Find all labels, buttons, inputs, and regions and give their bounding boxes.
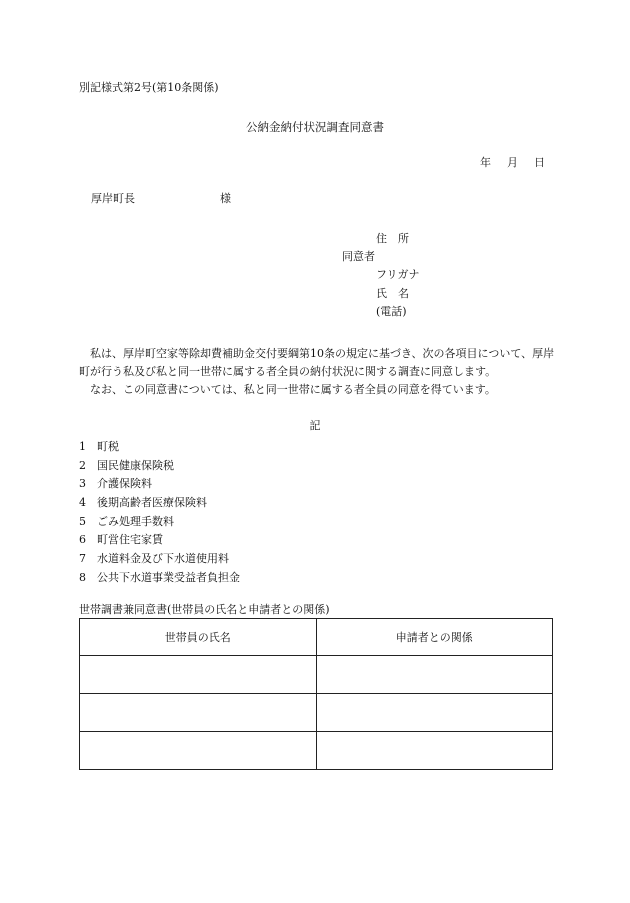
item-number: 4 xyxy=(79,496,86,510)
relationship-cell[interactable] xyxy=(316,656,553,694)
addressee-name: 厚岸町長 xyxy=(91,192,135,205)
table-row xyxy=(80,656,553,694)
list-item xyxy=(79,494,240,513)
list-item xyxy=(79,513,240,532)
addressee-honorific: 様 xyxy=(220,192,231,205)
address-label: 住 所 xyxy=(376,232,409,245)
ki-heading: 記 xyxy=(309,419,321,432)
household-table xyxy=(79,618,553,770)
member-name-cell[interactable] xyxy=(80,656,317,694)
header-relationship: 申請者との関係 xyxy=(316,619,553,656)
member-name-cell[interactable] xyxy=(80,694,317,732)
list-item xyxy=(79,569,240,588)
item-label: 公共下水道事業受益者負担金 xyxy=(97,570,240,584)
list-item xyxy=(79,457,240,476)
date-day-label: 日 xyxy=(534,156,545,169)
item-number: 7 xyxy=(79,552,86,566)
list-item xyxy=(79,438,240,457)
list-item xyxy=(79,475,240,494)
name-label: 氏 名 xyxy=(376,287,409,300)
list-item xyxy=(79,531,240,550)
phone-label: (電話) xyxy=(376,305,407,318)
consent-body xyxy=(79,345,559,399)
member-name-cell[interactable] xyxy=(80,732,317,770)
item-list xyxy=(79,438,240,588)
table-header-row xyxy=(80,619,553,656)
consent-paragraph-2: なお、この同意書については、私と同一世帯に属する者全員の同意を得ています。 xyxy=(90,383,496,396)
date-year-label: 年 xyxy=(480,156,491,169)
table-row xyxy=(80,732,553,770)
item-label: 介護保険料 xyxy=(97,477,152,491)
item-number: 1 xyxy=(79,440,86,453)
relationship-cell[interactable] xyxy=(316,694,553,732)
household-table-caption: 世帯調書兼同意書(世帯員の氏名と申請者との関係) xyxy=(79,603,330,616)
item-number: 8 xyxy=(79,570,86,584)
document-title: 公納金納付状況調査同意書 xyxy=(246,120,384,134)
item-number: 5 xyxy=(79,514,86,528)
item-label: 後期高齢者医療保険料 xyxy=(97,496,207,510)
consent-paragraph-1: 私は、厚岸町空家等除却費補助金交付要綱第10条の規定に基づき、次の各項目について、厚岸町が行う私及び私と同一世帯に属する者全員の納付状況に関する調査に同意します。 xyxy=(79,347,555,378)
item-label: 町税 xyxy=(97,440,119,453)
consenter-label: 同意者 xyxy=(342,250,375,263)
table-row xyxy=(80,694,553,732)
item-label: 町営住宅家賃 xyxy=(97,533,163,547)
form-number: 別記様式第2号(第10条関係) xyxy=(79,81,219,94)
date-line xyxy=(480,157,545,168)
item-label: ごみ処理手数料 xyxy=(97,514,174,528)
item-number: 6 xyxy=(79,533,86,547)
item-number: 2 xyxy=(79,458,86,472)
item-label: 水道料金及び下水道使用料 xyxy=(97,552,229,566)
item-label: 国民健康保険税 xyxy=(97,458,174,472)
relationship-cell[interactable] xyxy=(316,732,553,770)
item-number: 3 xyxy=(79,477,86,491)
list-item xyxy=(79,550,240,569)
date-month-label: 月 xyxy=(507,156,518,169)
header-member-name: 世帯員の氏名 xyxy=(80,619,317,656)
furigana-label: フリガナ xyxy=(376,268,420,281)
